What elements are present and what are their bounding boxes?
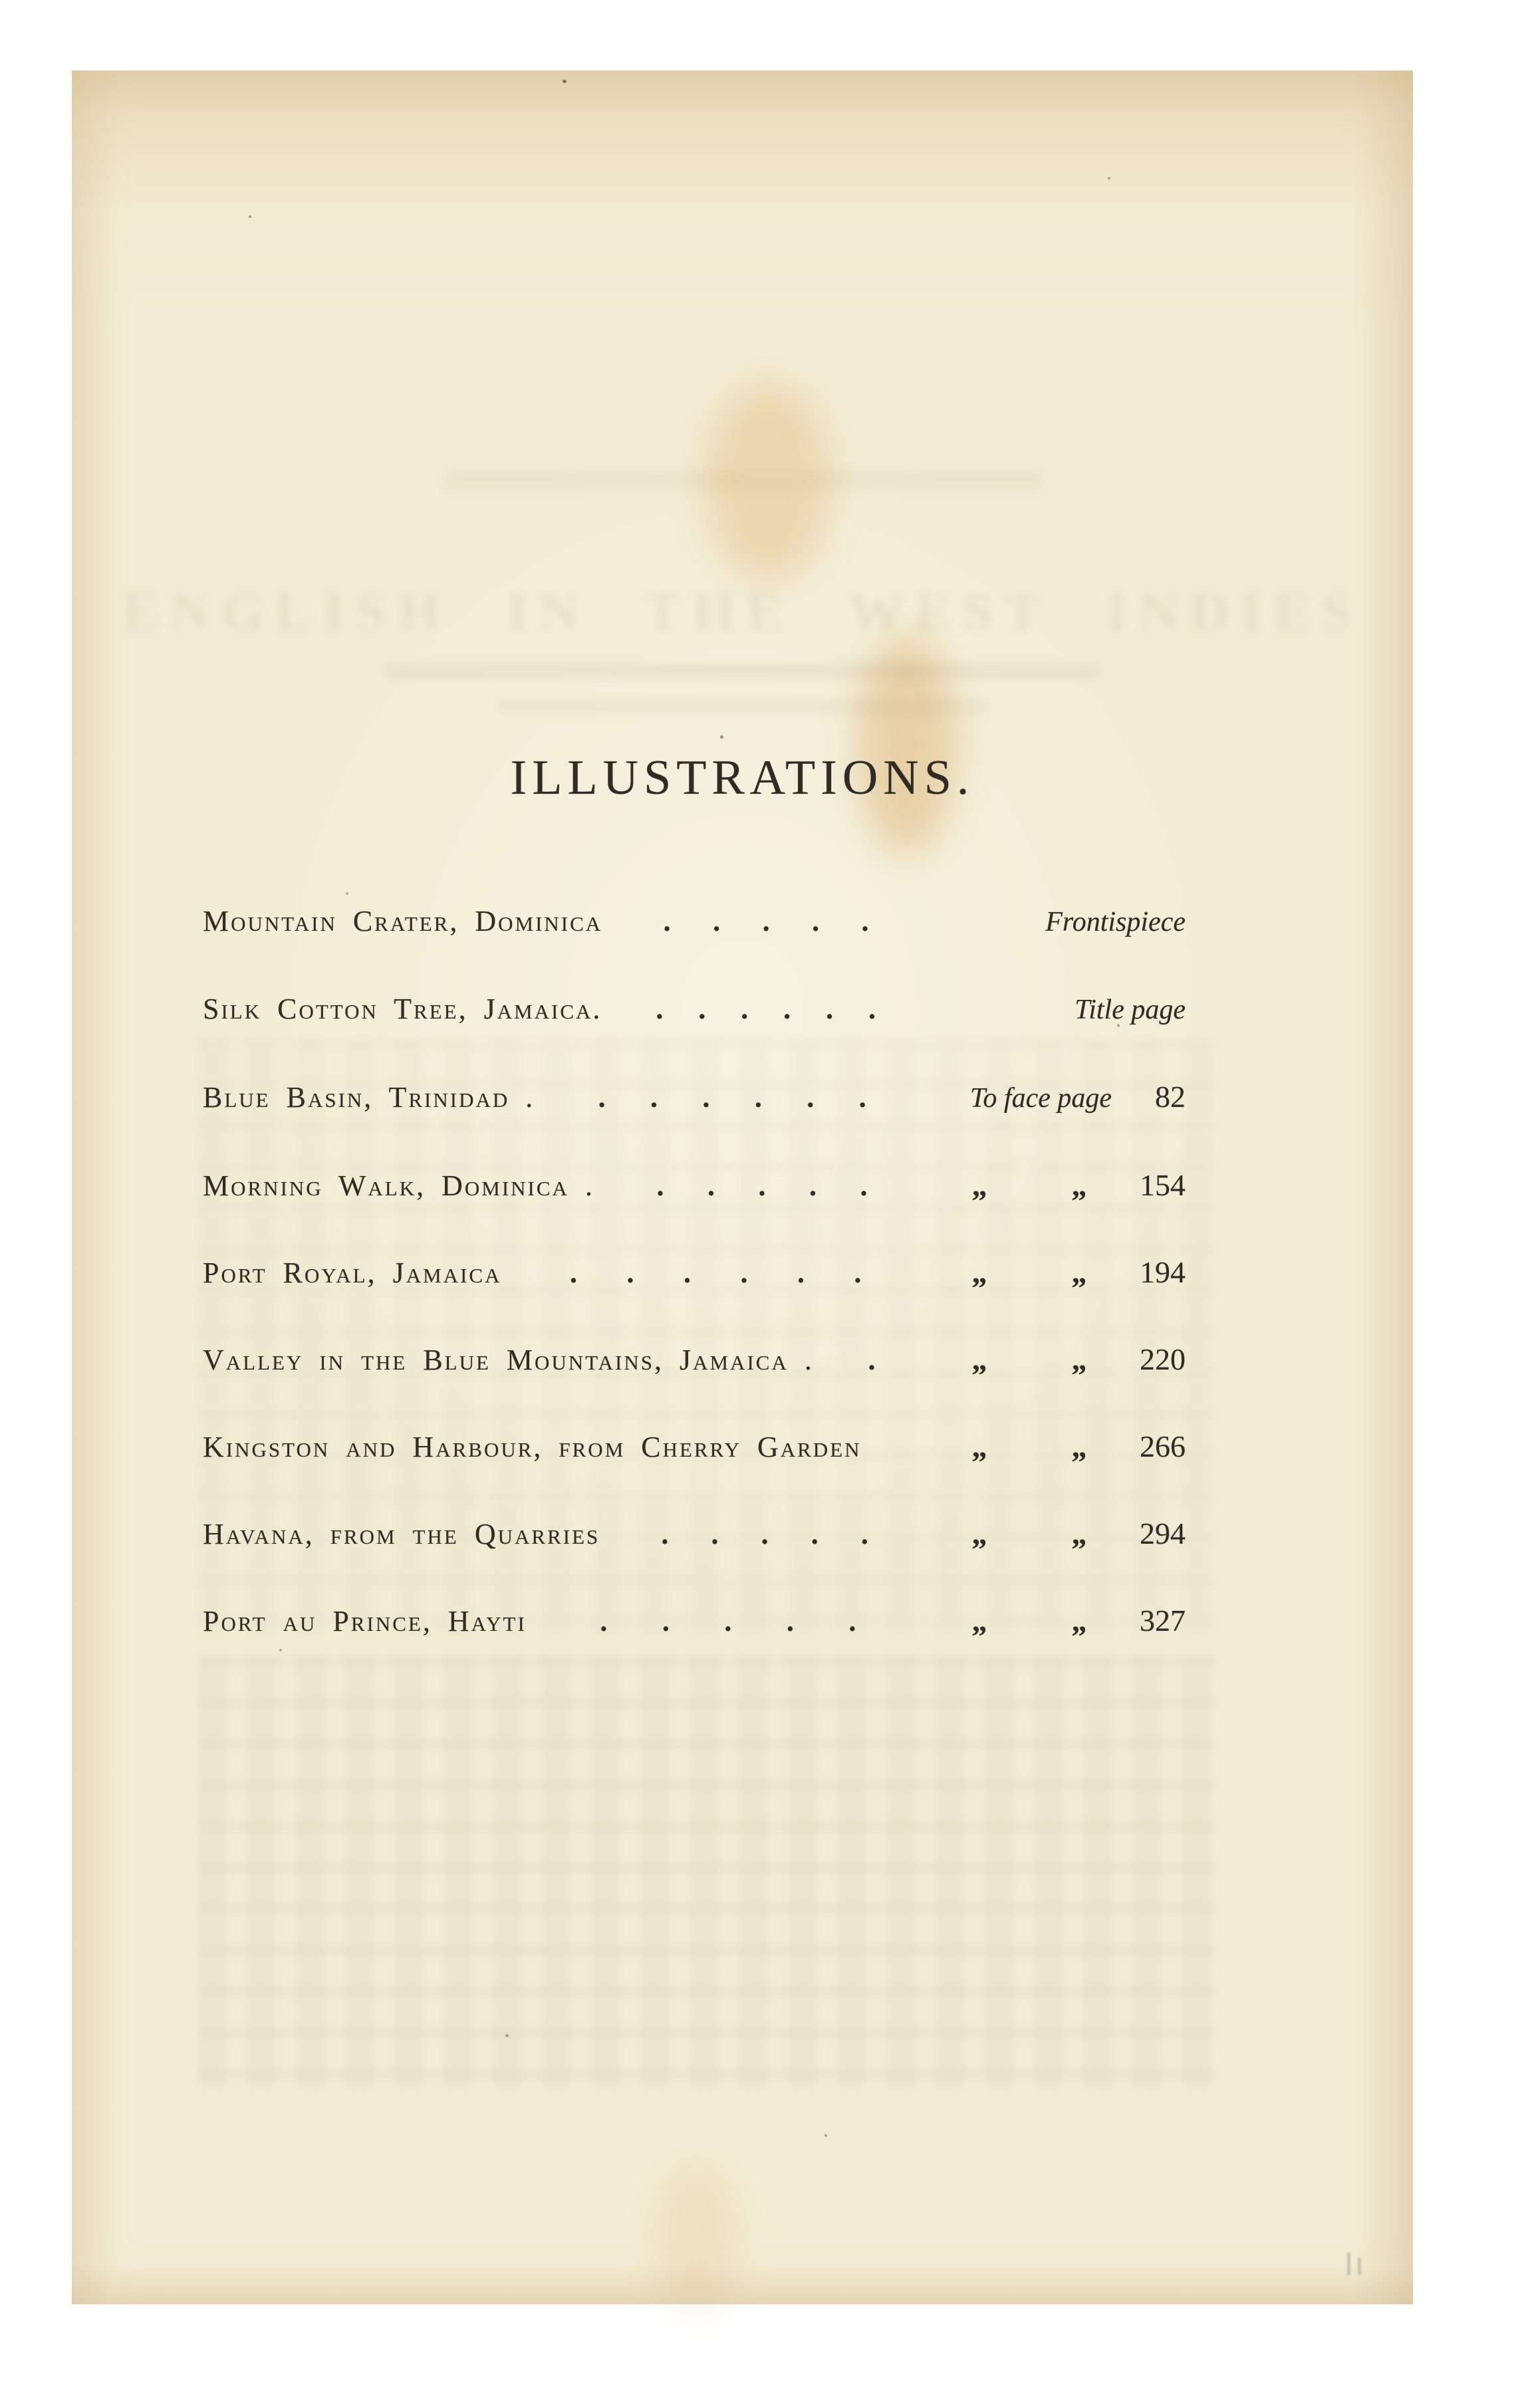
leader-dot: . bbox=[754, 1081, 762, 1114]
leader-dot: . bbox=[661, 1518, 669, 1550]
ditto-mark: „ bbox=[1071, 1429, 1087, 1463]
ditto-mark: „ bbox=[1071, 1168, 1087, 1202]
ghost-bleed-through-line bbox=[384, 662, 1102, 679]
leader-dot: . bbox=[663, 905, 671, 937]
leader-dot: . bbox=[761, 1518, 769, 1550]
leader-dot: . bbox=[758, 1169, 766, 1202]
page-title: ILLUSTRATIONS. bbox=[510, 751, 975, 805]
leader-dot: . bbox=[656, 1169, 664, 1202]
leader-dot: . bbox=[713, 905, 721, 937]
page-number: 327 bbox=[1140, 1604, 1186, 1637]
ditto-mark: „ bbox=[971, 1516, 987, 1550]
illustration-entry bbox=[203, 1257, 1186, 1288]
leader-dot: . bbox=[809, 1169, 817, 1202]
leader-dot: . bbox=[783, 993, 791, 1025]
leader-dot: . bbox=[741, 993, 749, 1025]
illustration-title: Port Royal, Jamaica bbox=[203, 1257, 502, 1289]
page-number: 266 bbox=[1140, 1429, 1186, 1463]
illustration-entry bbox=[203, 1344, 1186, 1375]
leader-dot: . bbox=[740, 1257, 748, 1289]
illustration-title: Kingston and Harbour, from Cherry Garden bbox=[203, 1431, 862, 1463]
ghost-bleed-through-title: ENGLISH IN THE WEST INDIES bbox=[122, 581, 1363, 643]
entry-title-cell bbox=[203, 906, 930, 936]
illustrations-list bbox=[203, 906, 1186, 1636]
leader-dots bbox=[501, 1258, 930, 1288]
facing-page-reference: Title page bbox=[1075, 995, 1186, 1025]
scanned-book-page bbox=[72, 70, 1413, 2304]
entry-title-cell bbox=[203, 1171, 930, 1201]
leader-dot: . bbox=[569, 1257, 577, 1289]
leader-dot: . bbox=[762, 905, 770, 937]
leader-dot: . bbox=[861, 905, 869, 937]
scan-streak bbox=[1347, 2252, 1350, 2275]
leader-dot: . bbox=[854, 1257, 862, 1289]
illustration-title: Port au Prince, Hayti bbox=[203, 1605, 527, 1637]
leader-dots bbox=[814, 1345, 930, 1375]
ghost-bleed-through-line bbox=[497, 699, 989, 714]
entry-title-cell bbox=[203, 1606, 930, 1636]
leader-dot: . bbox=[600, 1605, 608, 1637]
leader-dot: . bbox=[626, 1257, 634, 1289]
illustration-entry bbox=[203, 1082, 1186, 1114]
leader-dot: . bbox=[724, 1605, 732, 1637]
leader-dot: . bbox=[598, 1081, 606, 1114]
leader-dot: . bbox=[848, 1605, 856, 1637]
page-number: 220 bbox=[1140, 1342, 1186, 1376]
ditto-mark: „ bbox=[971, 1255, 987, 1289]
paper-speck bbox=[563, 80, 567, 83]
leader-dots bbox=[602, 906, 930, 936]
illustration-title: Blue Basin, Trinidad . bbox=[203, 1081, 535, 1114]
illustration-entry bbox=[203, 994, 1186, 1025]
paper-speck bbox=[346, 892, 348, 895]
illustration-entry bbox=[203, 1431, 1186, 1462]
facing-page-reference: To face page bbox=[969, 1083, 1112, 1114]
leader-dot: . bbox=[711, 1518, 719, 1550]
illustration-entry bbox=[203, 1170, 1186, 1201]
leader-dot: . bbox=[860, 1169, 868, 1202]
leader-dot: . bbox=[868, 993, 876, 1025]
leader-dot: . bbox=[707, 1169, 715, 1202]
scan-streak bbox=[1358, 2258, 1361, 2275]
paper-speck bbox=[249, 215, 251, 218]
ditto-mark: „ bbox=[971, 1604, 987, 1637]
illustration-title: Valley in the Blue Mountains, Jamaica . bbox=[203, 1344, 814, 1376]
ghost-bleed-through-paragraph bbox=[198, 1656, 1215, 2088]
entry-title-cell bbox=[203, 994, 930, 1024]
page-number: 294 bbox=[1140, 1516, 1186, 1550]
leader-dot: . bbox=[650, 1081, 658, 1114]
leader-dot: . bbox=[807, 1081, 815, 1114]
ditto-mark: „ bbox=[971, 1168, 987, 1202]
paper-speck bbox=[1108, 177, 1110, 180]
ditto-mark: „ bbox=[1071, 1342, 1087, 1376]
leader-dot: . bbox=[683, 1257, 691, 1289]
leader-dots bbox=[602, 994, 930, 1024]
paper-speck bbox=[505, 2034, 509, 2037]
paper-speck bbox=[824, 2134, 827, 2137]
paper-speck bbox=[720, 735, 723, 739]
entry-title-cell bbox=[203, 1432, 930, 1462]
illustration-entry bbox=[203, 1606, 1186, 1636]
leader-dot: . bbox=[868, 1344, 876, 1376]
leader-dots bbox=[594, 1171, 930, 1201]
leader-dots bbox=[527, 1606, 930, 1636]
leader-dots bbox=[535, 1082, 930, 1112]
page-number: 194 bbox=[1140, 1255, 1186, 1289]
leader-dot: . bbox=[826, 993, 834, 1025]
leader-dot: . bbox=[786, 1605, 794, 1637]
illustration-title: Mountain Crater, Dominica bbox=[203, 905, 603, 937]
paper-speck bbox=[279, 1649, 282, 1651]
illustration-entry bbox=[203, 1518, 1186, 1549]
illustration-title: Havana, from the Quarries bbox=[203, 1518, 600, 1550]
ghost-bleed-through-line bbox=[444, 469, 1043, 492]
illustration-title: Silk Cotton Tree, Jamaica. bbox=[203, 993, 602, 1025]
leader-dot: . bbox=[702, 1081, 710, 1114]
leader-dots bbox=[600, 1519, 930, 1549]
illustration-title: Morning Walk, Dominica . bbox=[203, 1169, 594, 1202]
entry-title-cell bbox=[203, 1345, 930, 1375]
entry-title-cell bbox=[203, 1082, 930, 1112]
paper-stain bbox=[657, 2165, 737, 2311]
entry-title-cell bbox=[203, 1258, 930, 1288]
ditto-mark: „ bbox=[1071, 1255, 1087, 1289]
page-number: 82 bbox=[1155, 1080, 1186, 1114]
facing-page-reference: Frontispiece bbox=[1045, 907, 1186, 937]
leader-dot: . bbox=[811, 1518, 819, 1550]
page-number: 154 bbox=[1140, 1168, 1186, 1202]
illustration-entry bbox=[203, 906, 1186, 937]
ditto-mark: „ bbox=[971, 1342, 987, 1376]
ditto-mark: „ bbox=[1071, 1604, 1087, 1637]
entry-title-cell bbox=[203, 1519, 930, 1549]
leader-dot: . bbox=[698, 993, 706, 1025]
leader-dot: . bbox=[860, 1518, 868, 1550]
leader-dot: . bbox=[656, 993, 664, 1025]
leader-dot: . bbox=[662, 1605, 670, 1637]
ditto-mark: „ bbox=[971, 1429, 987, 1463]
ditto-mark: „ bbox=[1071, 1516, 1087, 1550]
leader-dot: . bbox=[812, 905, 820, 937]
leader-dot: . bbox=[797, 1257, 805, 1289]
leader-dot: . bbox=[858, 1081, 866, 1114]
